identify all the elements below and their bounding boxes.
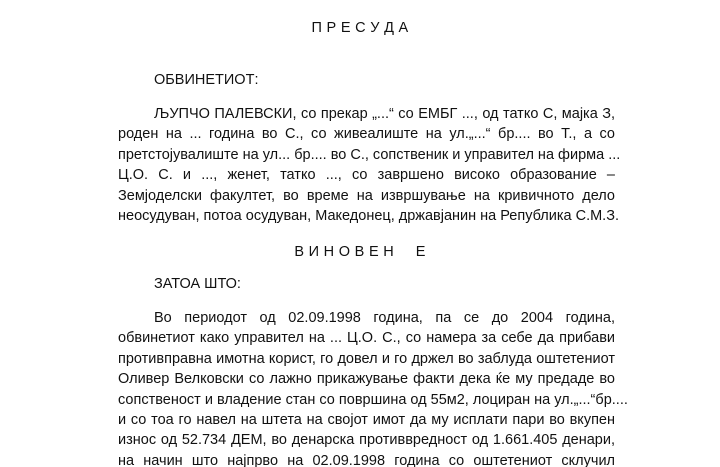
accused-paragraph	[118, 104, 621, 226]
accused-line: Земјоделски факултет, во време на извршување на кривичното дело	[118, 187, 615, 204]
accused-line: неосудуван, потоа осудуван, Македонец, државјанин на Република С.М.З.	[118, 207, 619, 224]
accused-line: претстојувалиште на ул... бр.... во С., сопственик и управител на фирма ...	[118, 146, 621, 163]
accused-line: ЉУПЧО ПАЛЕВСКИ, со прекар „...“ со ЕМБГ ..., од татко С, мајка З,	[154, 106, 615, 122]
accused-line: роден на ... година во С., со живеалиште на ул.„...“ бр.... во Т., а со	[118, 126, 615, 143]
accused-label: ОБВИНЕТИОТ:	[154, 72, 259, 88]
because-line: Оливер Велковски со лажно прикажување факти дека ќе му предаде во	[118, 371, 615, 388]
because-line: износ од 52.734 ДЕМ, во денарска противвредност од 1.661.405 денари,	[118, 432, 615, 449]
because-line: и со тоа го навел на штета на својот имот да му исплати пари во вкупен	[118, 411, 615, 428]
because-line: на начин што најпрво на 02.09.1998 година со оштетениот склучил	[118, 452, 615, 467]
because-line: Во периодот од 02.09.1998 година, па се до 2004 година,	[154, 310, 615, 326]
because-paragraph	[118, 308, 628, 467]
document-title: П Р Е С У Д А	[311, 20, 409, 36]
verdict-heading: В И Н О В Е Н Е	[294, 244, 426, 260]
because-line: противправна имотна корист, го довел и го држел во заблуда оштетениот	[118, 350, 615, 367]
because-line: обвинетиот како управител на ... Ц.О. С., со намера за себе да прибави	[118, 330, 615, 347]
because-label: ЗАТОА ШТО:	[154, 276, 241, 292]
accused-line: Ц.О. С. и ..., женет, татко ..., со завршено високо образование –	[118, 167, 615, 184]
because-line: сопственост и владение стан со површина од 55м2, лоциран на ул.„...“бр....	[118, 391, 628, 408]
